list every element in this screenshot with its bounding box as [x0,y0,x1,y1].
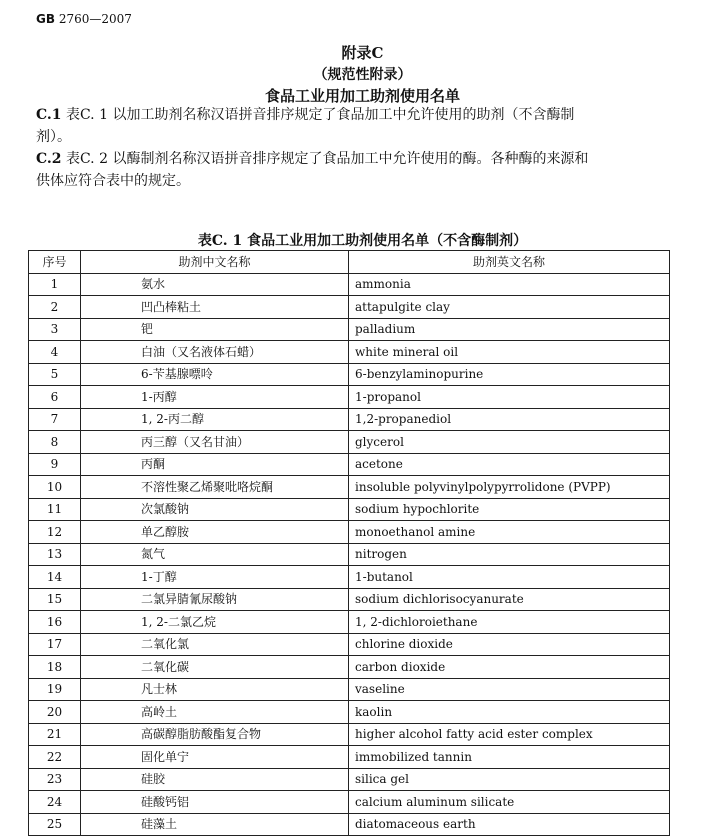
clause-c2 [36,148,676,192]
appendix-heading: 食品工业用加工助剂使用名单 [264,87,460,105]
table-row [29,678,670,701]
chinese-name: 硅酸钙铝 [81,791,349,814]
chinese-name: 氮气 [81,543,349,566]
table-row [29,791,670,814]
table-row [29,453,670,476]
standard-code-number: 2760—2007 [58,12,132,26]
row-index: 19 [29,678,81,701]
table-row [29,431,670,454]
row-index: 9 [29,453,81,476]
english-name: 6-benzylaminopurine [349,363,670,386]
row-index: 24 [29,791,81,814]
english-name: silica gel [349,768,670,791]
table-row [29,723,670,746]
table-row [29,768,670,791]
table-row [29,318,670,341]
row-index: 25 [29,813,81,836]
clause-text: 表C. 1 以加工助剂名称汉语拼音排序规定了食品加工中允许使用的助剂（不含酶制 [65,107,575,123]
row-index: 13 [29,543,81,566]
row-index: 21 [29,723,81,746]
table-row [29,566,670,589]
clause-number: C.1 [36,107,62,123]
chinese-name: 1-丁醇 [81,566,349,589]
table-row [29,813,670,836]
row-index: 2 [29,296,81,319]
english-name: kaolin [349,701,670,724]
english-name: immobilized tannin [349,746,670,769]
table-row [29,633,670,656]
header-index: 序号 [29,251,81,274]
clause-text: 剂）。 [36,129,71,145]
english-name: glycerol [349,431,670,454]
clause-c1 [36,104,676,148]
chinese-name: 硅藻土 [81,813,349,836]
row-index: 23 [29,768,81,791]
english-name: nitrogen [349,543,670,566]
table-body [29,273,670,836]
chinese-name: 1, 2-二氯乙烷 [81,611,349,634]
page-header [36,12,132,26]
table-row [29,543,670,566]
chinese-name: 二氧化氯 [81,633,349,656]
row-index: 11 [29,498,81,521]
row-index: 20 [29,701,81,724]
row-index: 6 [29,386,81,409]
english-name: chlorine dioxide [349,633,670,656]
table-row [29,521,670,544]
english-name: sodium dichlorisocyanurate [349,588,670,611]
english-name: 1,2-propanediol [349,408,670,431]
row-index: 1 [29,273,81,296]
english-name: carbon dioxide [349,656,670,679]
table-row [29,656,670,679]
row-index: 4 [29,341,81,364]
table-row [29,498,670,521]
processing-aids-table [28,250,670,836]
table-row [29,296,670,319]
row-index: 18 [29,656,81,679]
table-row [29,701,670,724]
table-row [29,476,670,499]
chinese-name: 二氯异腈氰尿酸钠 [81,588,349,611]
clause-text: 表C. 2 以酶制剂名称汉语拼音排序规定了食品加工中允许使用的酶。各种酶的来源和 [65,151,589,167]
table-row [29,746,670,769]
chinese-name: 高碳醇脂肪酸酯复合物 [81,723,349,746]
row-index: 3 [29,318,81,341]
row-index: 14 [29,566,81,589]
english-name: sodium hypochlorite [349,498,670,521]
row-index: 8 [29,431,81,454]
header-english-name: 助剂英文名称 [349,251,670,274]
chinese-name: 氨水 [81,273,349,296]
chinese-name: 凡士林 [81,678,349,701]
table-caption: 表C. 1 食品工业用加工助剂使用名单（不含酶制剂） [197,233,528,249]
table-row [29,611,670,634]
row-index: 5 [29,363,81,386]
chinese-name: 丙三醇（又名甘油） [81,431,349,454]
chinese-name: 6-苄基腺嘌呤 [81,363,349,386]
clause-text: 供体应符合表中的规定。 [36,173,190,189]
header-chinese-name: 助剂中文名称 [81,251,349,274]
table-row [29,363,670,386]
table-row [29,341,670,364]
table-row [29,408,670,431]
chinese-name: 丙酮 [81,453,349,476]
english-name: 1, 2-dichloroiethane [349,611,670,634]
english-name: insoluble polyvinylpolypyrrolidone (PVPP) [349,476,670,499]
chinese-name: 不溶性聚乙烯聚吡咯烷酮 [81,476,349,499]
chinese-name: 固化单宁 [81,746,349,769]
clause-number: C.2 [36,151,62,167]
chinese-name: 凹凸棒粘土 [81,296,349,319]
english-name: white mineral oil [349,341,670,364]
english-name: 1-butanol [349,566,670,589]
appendix-subtitle: （规范性附录） [313,67,412,83]
row-index: 22 [29,746,81,769]
chinese-name: 1, 2-丙二醇 [81,408,349,431]
table-row [29,273,670,296]
table-row [29,386,670,409]
chinese-name: 硅胶 [81,768,349,791]
table-header-row [29,251,670,274]
chinese-name: 二氧化碳 [81,656,349,679]
english-name: acetone [349,453,670,476]
appendix-title: 附录C [341,44,384,62]
english-name: vaseline [349,678,670,701]
english-name: ammonia [349,273,670,296]
english-name: calcium aluminum silicate [349,791,670,814]
chinese-name: 单乙醇胺 [81,521,349,544]
row-index: 17 [29,633,81,656]
chinese-name: 钯 [81,318,349,341]
english-name: attapulgite clay [349,296,670,319]
chinese-name: 1-丙醇 [81,386,349,409]
row-index: 15 [29,588,81,611]
row-index: 10 [29,476,81,499]
table-row [29,588,670,611]
chinese-name: 高岭土 [81,701,349,724]
english-name: monoethanol amine [349,521,670,544]
english-name: diatomaceous earth [349,813,670,836]
english-name: palladium [349,318,670,341]
row-index: 16 [29,611,81,634]
english-name: 1-propanol [349,386,670,409]
standard-code-prefix: GB [36,12,55,26]
english-name: higher alcohol fatty acid ester complex [349,723,670,746]
row-index: 12 [29,521,81,544]
row-index: 7 [29,408,81,431]
chinese-name: 次氯酸钠 [81,498,349,521]
chinese-name: 白油（又名液体石蜡） [81,341,349,364]
